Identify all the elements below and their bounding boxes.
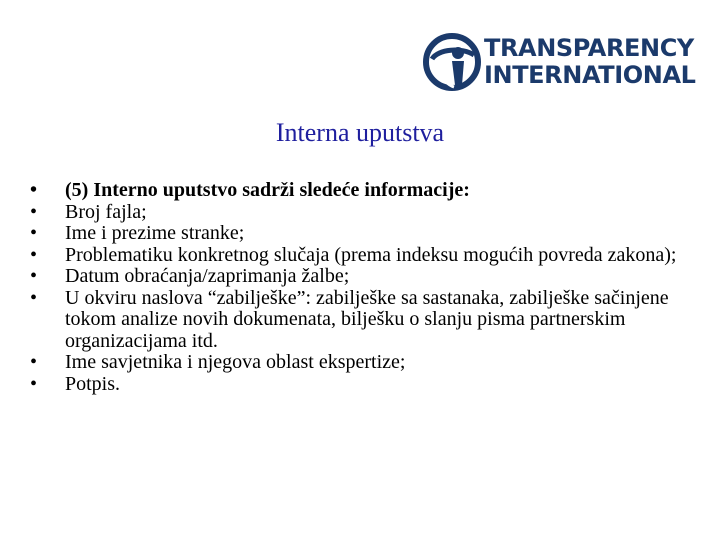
bullet-item: [30, 180, 700, 202]
bullet-text: U okviru naslova “zabilješke”: zabilješke sa sastanaka, zabilješke sačinjene tokom analize novih dokumenata, bilješku o slanju pisma partnerskim organizacijama itd.: [65, 286, 669, 352]
bullet-item: [30, 374, 700, 396]
bullet-text: Ime savjetnika i njegova oblast ekspertize;: [65, 351, 406, 373]
bullet-text: Ime i prezime stranke;: [65, 222, 245, 244]
bullet-item: [30, 223, 700, 245]
bullet-marker: •: [30, 243, 38, 266]
bullet-marker: •: [30, 222, 38, 244]
bullet-list: [30, 180, 700, 395]
bullet-marker: •: [30, 351, 38, 373]
bullet-text: Potpis.: [65, 372, 121, 395]
bullet-item: [30, 202, 700, 224]
bullet-item: [30, 245, 700, 267]
bullet-item: [30, 266, 700, 288]
bullet-item: [30, 352, 700, 374]
logo-line-1: TRANSPARENCY: [484, 34, 694, 62]
bullet-marker: •: [30, 372, 38, 395]
bullet-text: Problematiku konkretnog slučaja (prema indeksu mogućih povreda zakona);: [65, 243, 677, 266]
bullet-marker: •: [30, 265, 38, 287]
bullet-marker: •: [30, 179, 38, 201]
slide-title: Interna uputstva: [275, 118, 445, 147]
bullet-text: Datum obraćanja/zaprimanja žalbe;: [65, 265, 350, 287]
bullet-text: Broj fajla;: [65, 200, 147, 223]
globe-figure-icon: [422, 31, 482, 93]
bullet-marker: •: [30, 200, 38, 223]
logo-wordmark: [484, 35, 696, 89]
logo-line-2: INTERNATIONAL: [484, 61, 696, 89]
bullet-item: [30, 288, 700, 353]
bullet-text: (5) Interno uputstvo sadrži sledeće informacije:: [65, 179, 470, 201]
transparency-international-logo: [422, 31, 696, 93]
bullet-marker: •: [30, 286, 38, 309]
